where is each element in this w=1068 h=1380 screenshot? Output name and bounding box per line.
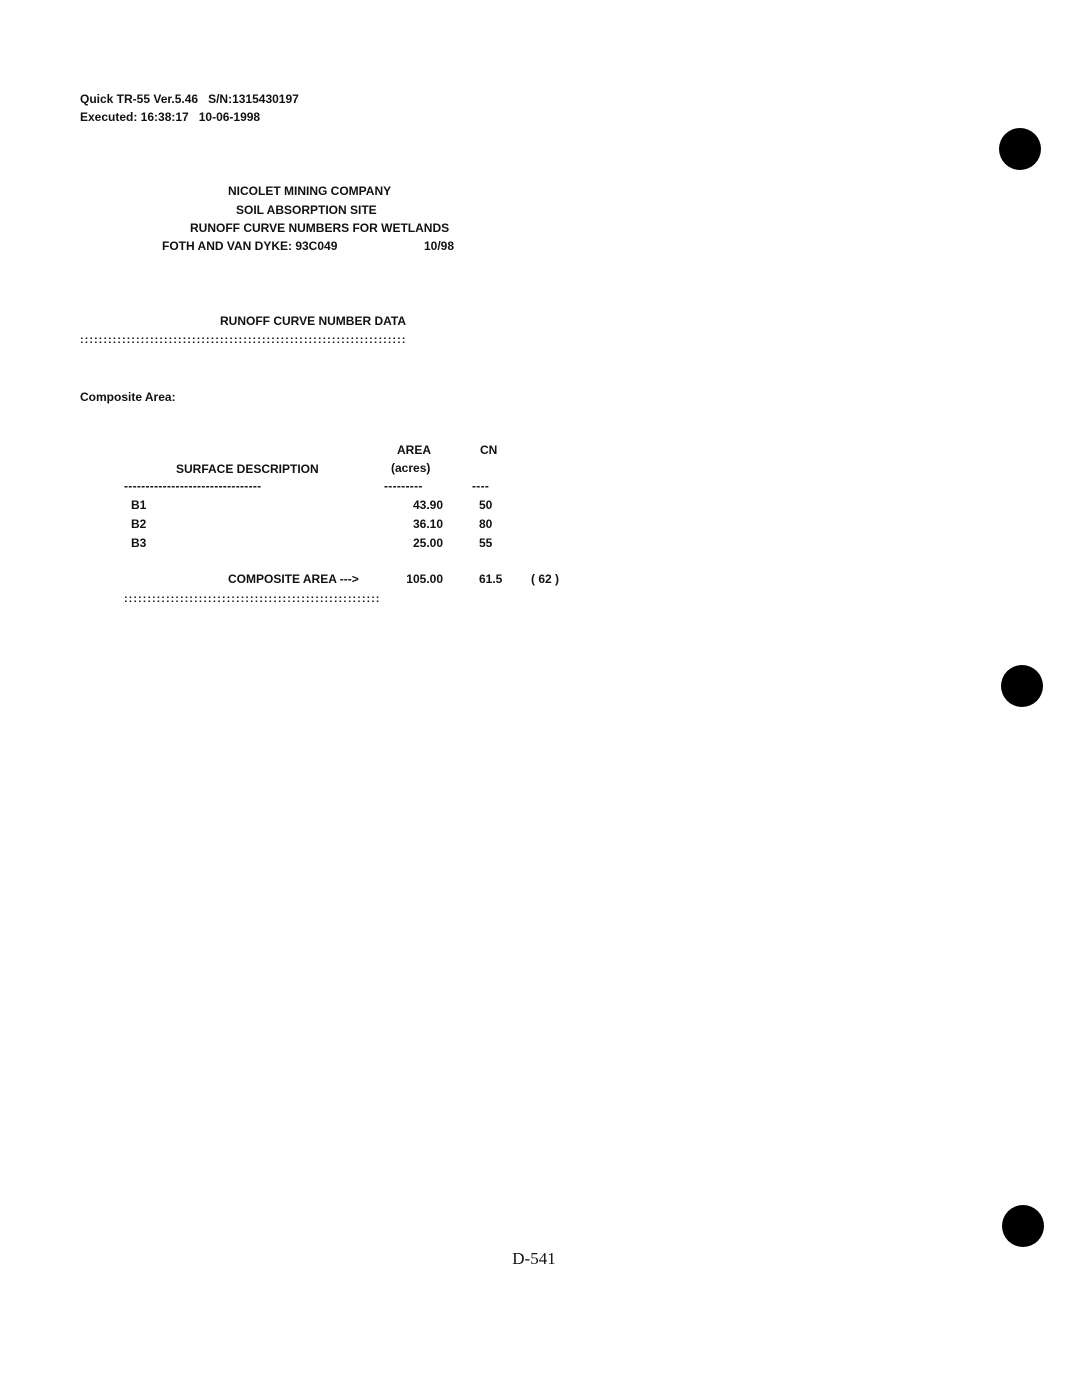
composite-total-label: COMPOSITE AREA ---> (228, 572, 359, 586)
cn-rule: ---- (472, 479, 490, 493)
area-units-header: (acres) (391, 461, 431, 475)
row-description: B2 (131, 517, 147, 531)
area-column-header: AREA (397, 443, 432, 457)
cn-column-header: CN (480, 443, 498, 457)
company-name: NICOLET MINING COMPANY (228, 184, 392, 198)
area-rule: --------- (384, 479, 423, 493)
report-title: RUNOFF CURVE NUMBERS FOR WETLANDS (190, 221, 450, 235)
row-area: 36.10 (412, 517, 443, 531)
row-description: B1 (131, 498, 147, 512)
site-name: SOIL ABSORPTION SITE (236, 203, 377, 217)
surface-description-header: SURFACE DESCRIPTION (176, 462, 319, 476)
composite-total-cn: 61.5 (479, 572, 503, 586)
punch-hole (1002, 1205, 1044, 1247)
section-title: RUNOFF CURVE NUMBER DATA (220, 314, 406, 328)
page-number: D-541 (512, 1249, 556, 1268)
composite-cn-rounded: ( 62 ) (531, 572, 560, 586)
row-cn: 80 (479, 517, 493, 531)
execution-timestamp: Executed: 16:38:17 10-06-1998 (80, 110, 261, 124)
row-description: B3 (131, 536, 147, 550)
section-rule: :::::::::::::::::::::::::::::::::::::::::::::::::::::::::::::::::::::: (80, 335, 407, 345)
row-cn: 50 (479, 498, 493, 512)
punch-hole (999, 128, 1041, 170)
row-area: 25.00 (412, 536, 443, 550)
report-date: 10/98 (424, 239, 455, 253)
row-area: 43.90 (412, 498, 443, 512)
program-version: Quick TR-55 Ver.5.46 S/N:1315430197 (80, 92, 299, 106)
row-cn: 55 (479, 536, 493, 550)
punch-hole (1001, 665, 1043, 707)
composite-total-area: 105.00 (406, 572, 443, 586)
composite-area-label: Composite Area: (80, 390, 176, 404)
description-rule: -------------------------------- (124, 479, 262, 493)
project-number: FOTH AND VAN DYKE: 93C049 (162, 239, 338, 253)
table-bottom-rule: ::::::::::::::::::::::::::::::::::::::::::::::::::::::: (124, 594, 381, 604)
